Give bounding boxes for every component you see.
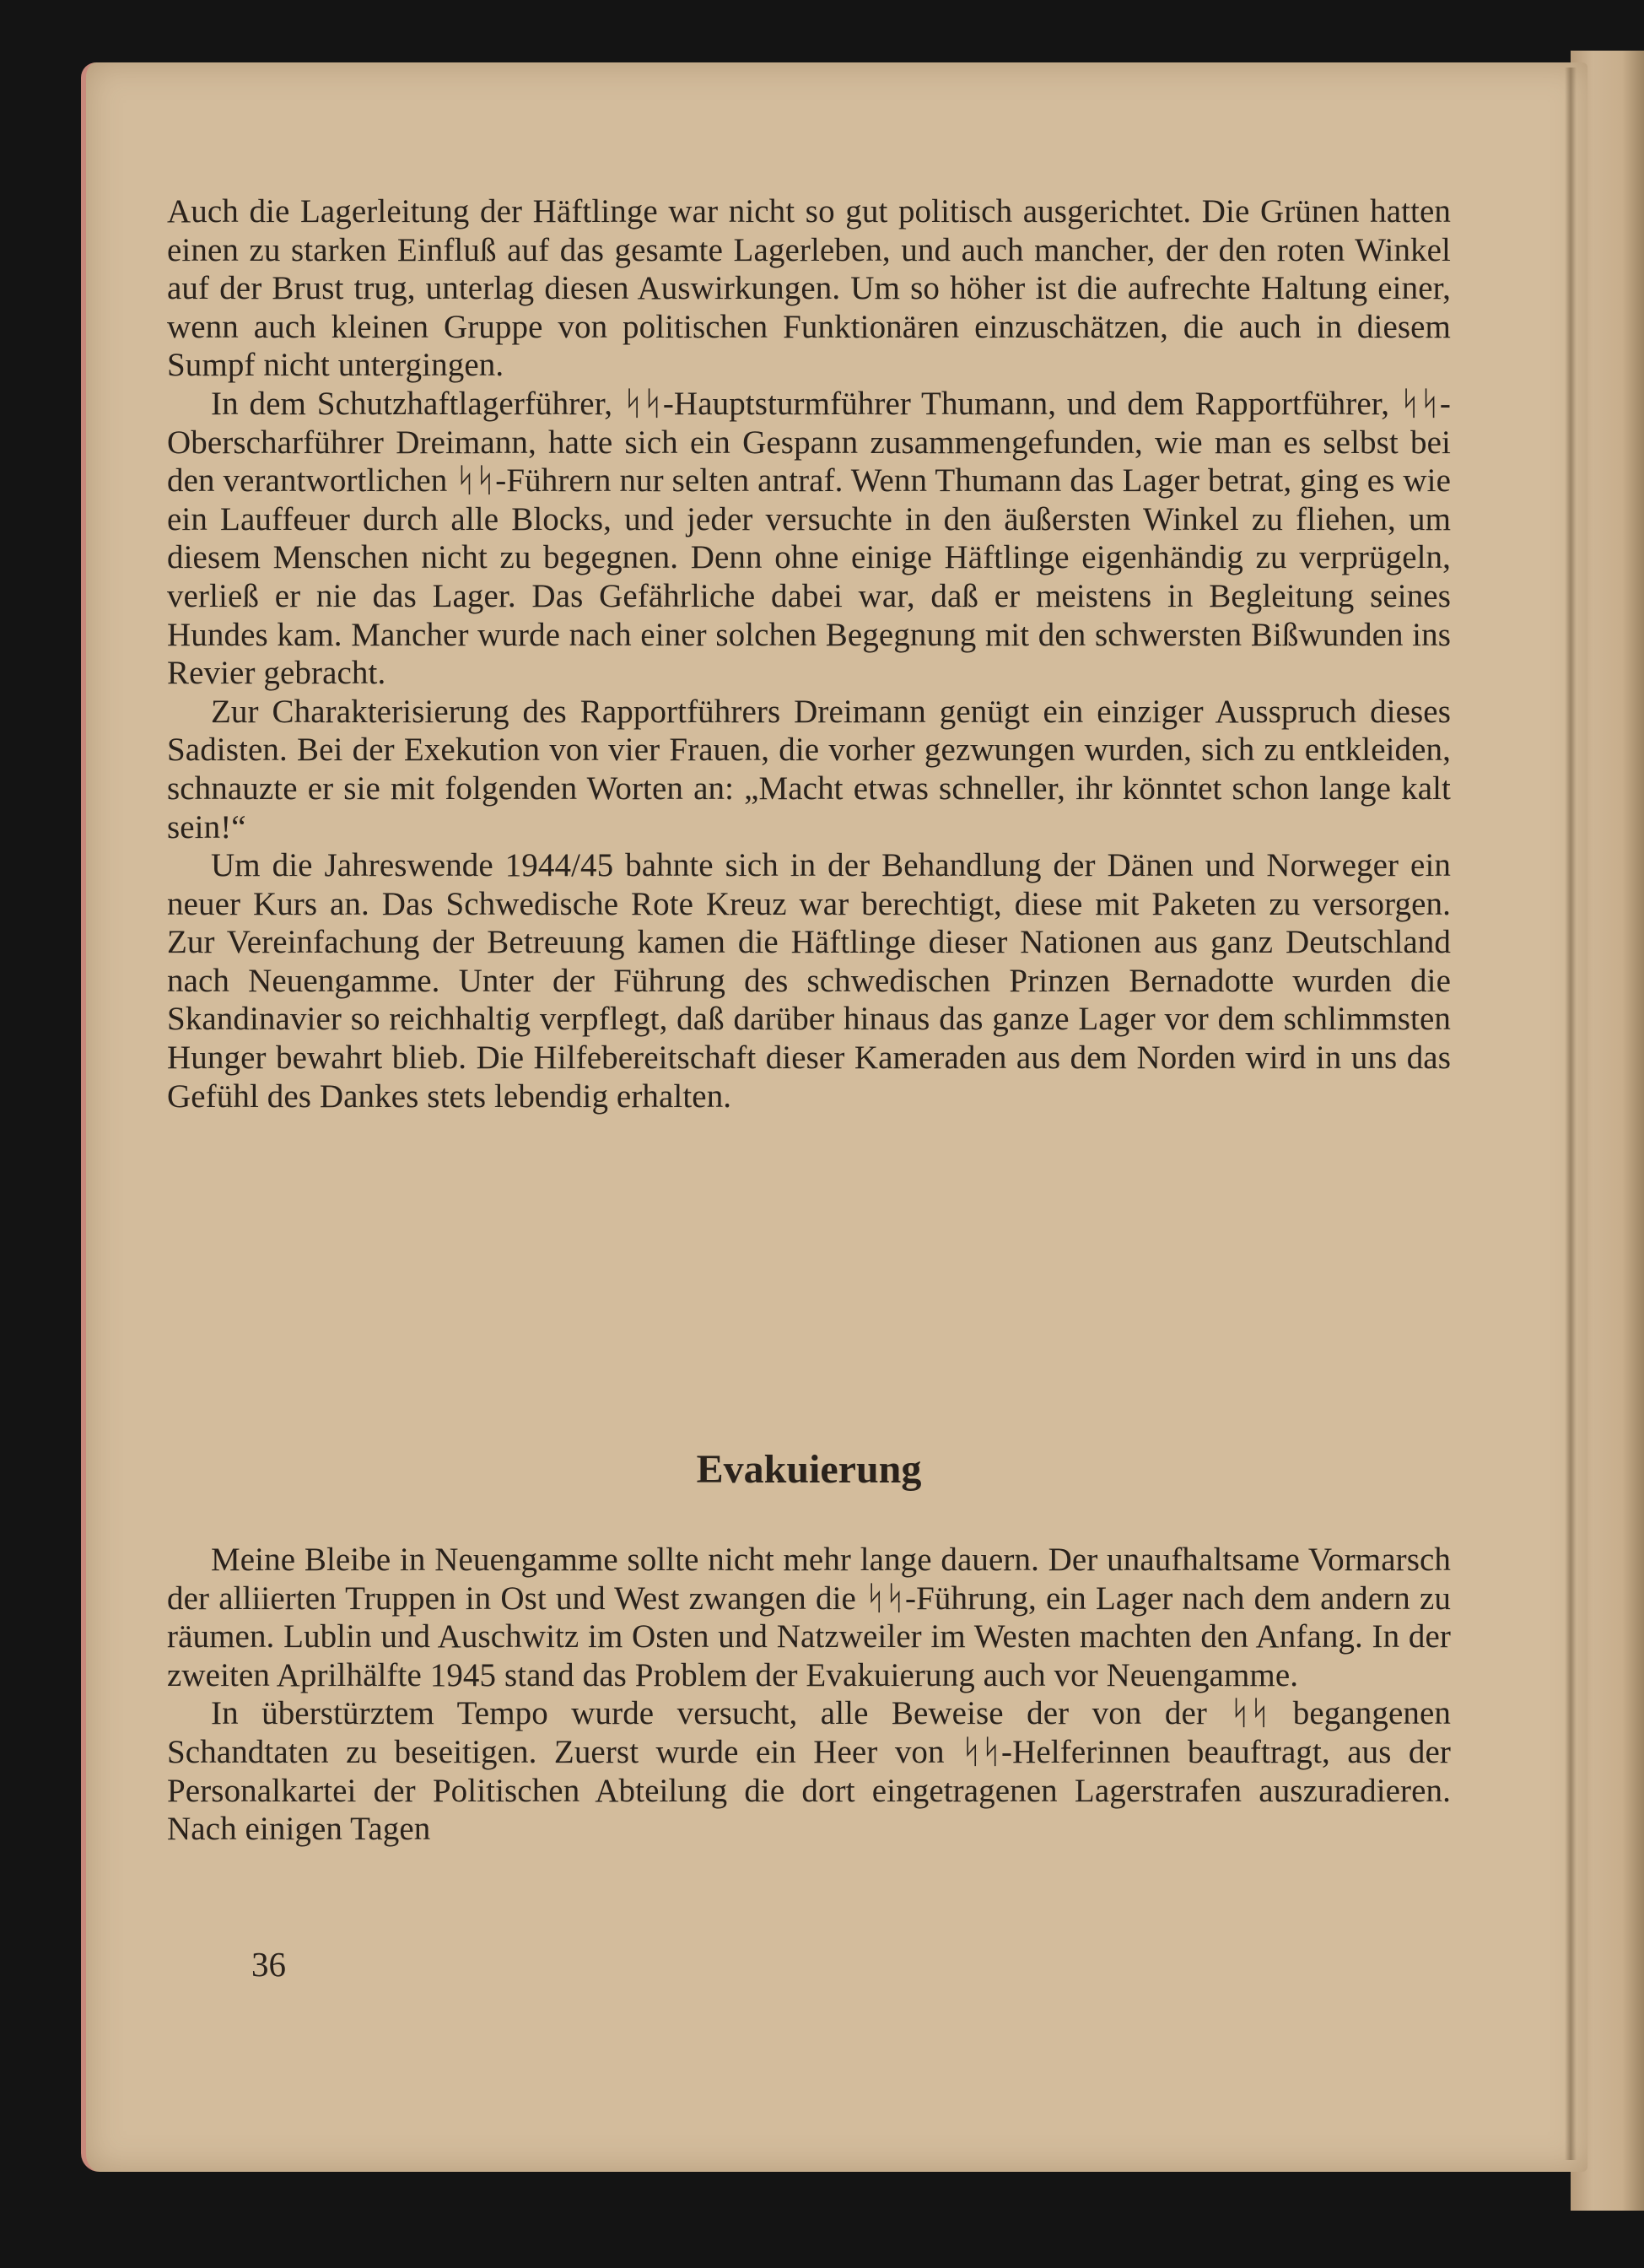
paragraph-lagerleitung: Auch die Lagerleitung der Häftlinge war nicht so gut politisch ausgerichtet. Die Grünen hatten einen zu starken Einfluß auf das gesamte Lagerleben, und auch mancher, der den roten Winkel auf der Brust trug, unterlag diesen Auswirkungen. Um so höher ist die aufrechte Haltung einer, wenn auch kleinen Gruppe von politischen Funktionären einzuschätzen, die auch in diesem Sumpf nicht untergingen. (167, 193, 1451, 384)
section-heading: Evakuierung (696, 1447, 922, 1492)
paragraph-bleibe: Meine Bleibe in Neuengamme sollte nicht mehr lange dauern. Der unaufhaltsame Vormarsch der alliierten Truppen in Ost und West zwangen die ᛋᛋ-Führung, ein Lager nach dem andern zu räumen. Lublin und Auschwitz im Osten und Natzweiler im Westen machten den Anfang. In der zweiten Aprilhälfte 1945 stand das Problem der Evakuierung auch vor Neuengamme. (167, 1542, 1451, 1693)
paragraph-jahreswende: Um die Jahreswende 1944/45 bahnte sich in der Behandlung der Dänen und Norweger ein neuer Kurs an. Das Schwedische Rote Kreuz war berechtigt, diese mit Paketen zu versorgen. Zur Vereinfachung der Betreuung kamen die Häftlinge dieser Nationen aus ganz Deutschland nach Neuengamme. Unter der Führung des schwedischen Prinzen Bernadotte wurden die Skandinavier so reichhaltig verpflegt, daß darüber hinaus das ganze Lager vor dem schlimmsten Hunger bewahrt blieb. Die Hilfebereitschaft dieser Kameraden aus dem Norden wird in uns das Gefühl des Dankes stets lebendig erhalten. (167, 847, 1451, 1115)
body-text-top (167, 192, 1451, 1115)
paragraph-thumann-dreimann: In dem Schutzhaftlagerführer, ᛋᛋ-Hauptsturmführer Thumann, und dem Rapportführer, ᛋᛋ-Oberscharführer Dreimann, hatte sich ein Gespann zusammengefunden, wie man es selbst bei den verantwortlichen ᛋᛋ-Führern nur selten antraf. Wenn Thumann das Lager betrat, ging es wie ein Lauffeuer durch alle Blocks, und jeder versuchte in den äußersten Winkel zu fliehen, um diesem Menschen nicht zu begegnen. Denn ohne einige Häftlinge eigenhändig zu verprügeln, verließ er nie das Lager. Das Gefährliche dabei war, daß er meistens in Begleitung seines Hundes kam. Mancher wurde nach einer solchen Begegnung mit den schwersten Bißwunden ins Revier gebracht. (167, 385, 1451, 692)
page-gutter-shadow (1565, 68, 1577, 2160)
body-text-bottom (167, 1541, 1451, 1849)
page-number: 36 (251, 1945, 286, 1984)
paragraph-dreimann-quote: Zur Charakterisierung des Rapportführers Dreimann genügt ein einziger Ausspruch dieses Sadisten. Bei der Exekution von vier Frauen, die vorher gezwungen wurden, sich zu entkleiden, schnauzte er sie mit folgenden Worten an: „Macht etwas schneller, ihr könntet schon lange kalt sein!“ (167, 693, 1451, 845)
paragraph-tempo: In überstürztem Tempo wurde versucht, alle Beweise der von der ᛋᛋ begangenen Schandtaten zu beseitigen. Zuerst wurde ein Heer von ᛋᛋ-Helferinnen beauftragt, aus der Personalkartei der Politischen Abteilung die dort eingetragenen Lagerstrafen auszuradieren. Nach einigen Tagen (167, 1695, 1451, 1848)
